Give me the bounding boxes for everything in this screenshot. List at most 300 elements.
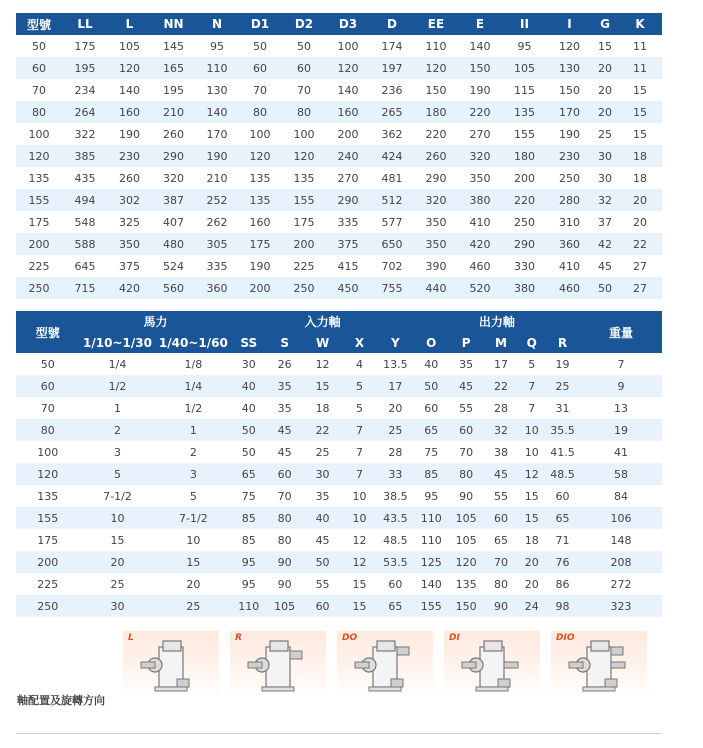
header-model: 型號 xyxy=(16,13,62,35)
table-cell: 15 xyxy=(633,127,647,141)
table-cell: 27 xyxy=(618,277,662,299)
table-cell: 50 xyxy=(32,39,46,53)
table-cell: 20 xyxy=(524,577,539,591)
header-n: N xyxy=(196,13,238,35)
table-cell: 135 xyxy=(249,171,271,185)
table-cell: 12 xyxy=(342,551,377,573)
table-cell: 50 xyxy=(231,419,266,441)
table-cell: 11 xyxy=(633,39,647,53)
table-cell: 755 xyxy=(370,277,414,299)
table-cell: 2 xyxy=(80,419,156,441)
header-q: Q xyxy=(518,332,545,353)
table-cell: 20 xyxy=(598,83,612,97)
diagram-label: DI xyxy=(449,633,460,643)
table-cell: 60 xyxy=(16,375,80,397)
table-cell: 12 xyxy=(518,463,545,485)
table-cell: 105 xyxy=(119,39,140,53)
table-cell: 220 xyxy=(458,101,502,123)
table-cell: 236 xyxy=(381,83,403,97)
diagram-label: R xyxy=(235,633,242,643)
divider xyxy=(16,733,662,734)
table-cell: 24 xyxy=(518,595,545,617)
header-i: I xyxy=(547,13,592,35)
table-cell: 48.5 xyxy=(545,463,580,485)
table-cell: 645 xyxy=(74,259,96,273)
table-cell: 155 xyxy=(16,189,62,211)
table-cell: 115 xyxy=(514,83,535,97)
table-cell: 5 xyxy=(355,401,363,415)
header-ratio-low: 1/10~1/30 xyxy=(80,332,156,353)
table-cell: 120 xyxy=(108,57,151,79)
table-cell: 200 xyxy=(514,171,535,185)
table-cell: 520 xyxy=(458,277,502,299)
table-cell: 174 xyxy=(381,39,403,53)
table-cell: 15 xyxy=(524,489,539,503)
table-cell: 70 xyxy=(297,83,311,97)
table-cell: 55 xyxy=(459,401,474,415)
table-cell: 330 xyxy=(514,259,535,273)
table-cell: 80 xyxy=(277,533,292,547)
table-cell: 200 xyxy=(16,551,80,573)
table-cell: 13.5 xyxy=(383,357,408,371)
dimension-row xyxy=(16,277,662,299)
header-input-shaft: 入力軸 xyxy=(231,311,413,332)
table-cell: 360 xyxy=(547,233,592,255)
table-cell: 95 xyxy=(424,489,439,503)
table-cell: 160 xyxy=(108,101,151,123)
table-cell: 210 xyxy=(206,171,228,185)
table-cell: 17 xyxy=(377,375,414,397)
power-row xyxy=(16,375,662,397)
table-cell: 702 xyxy=(381,259,403,273)
table-cell: 35 xyxy=(277,401,292,415)
table-cell: 20 xyxy=(518,551,545,573)
table-cell: 80 xyxy=(449,463,484,485)
table-cell: 20 xyxy=(186,577,201,591)
table-cell: 80 xyxy=(266,507,303,529)
table-cell: 262 xyxy=(206,215,228,229)
dimension-row xyxy=(16,233,662,255)
dimension-row xyxy=(16,145,662,167)
table-cell: 350 xyxy=(469,171,491,185)
dimension-row xyxy=(16,35,662,57)
diagram-label: DO xyxy=(342,633,358,643)
power-row xyxy=(16,551,662,573)
table-cell: 30 xyxy=(592,145,618,167)
table-cell: 95 xyxy=(210,39,224,53)
dimension-header-row xyxy=(16,13,662,35)
table-cell: 84 xyxy=(613,489,628,503)
table-cell: 90 xyxy=(277,577,292,591)
table-cell: 7 xyxy=(617,357,625,371)
table-cell: 2 xyxy=(189,445,197,459)
power-row xyxy=(16,397,662,419)
table-cell: 148 xyxy=(610,533,632,547)
shaft-arrangement-diagrams xyxy=(123,631,653,699)
table-cell: 125 xyxy=(414,551,449,573)
table-cell: 155 xyxy=(514,127,535,141)
power-header-row-1 xyxy=(16,311,662,332)
table-cell: 18 xyxy=(315,401,330,415)
table-cell: 375 xyxy=(119,259,140,273)
table-cell: 5 xyxy=(80,463,156,485)
table-cell: 18 xyxy=(618,145,662,167)
table-cell: 95 xyxy=(241,577,256,591)
table-cell: 50 xyxy=(297,39,311,53)
table-cell: 130 xyxy=(547,57,592,79)
table-cell: 12 xyxy=(352,533,367,547)
table-cell: 20 xyxy=(80,551,156,573)
dimension-row xyxy=(16,167,662,189)
table-cell: 30 xyxy=(241,357,256,371)
table-cell: 75 xyxy=(424,445,439,459)
table-cell: 80 xyxy=(493,577,508,591)
table-cell: 38 xyxy=(493,445,508,459)
table-cell: 155 xyxy=(16,507,80,529)
table-cell: 15 xyxy=(155,551,231,573)
dimension-table xyxy=(16,13,662,299)
table-cell: 25 xyxy=(110,577,125,591)
table-cell: 588 xyxy=(62,233,108,255)
table-cell: 75 xyxy=(241,489,256,503)
table-cell: 20 xyxy=(592,57,618,79)
table-cell: 95 xyxy=(517,39,532,53)
table-cell: 110 xyxy=(231,595,266,617)
table-cell: 548 xyxy=(74,215,96,229)
table-cell: 25 xyxy=(155,595,231,617)
table-cell: 7-1/2 xyxy=(103,489,132,503)
table-cell: 220 xyxy=(502,189,547,211)
table-cell: 80 xyxy=(238,101,282,123)
table-cell: 385 xyxy=(62,145,108,167)
table-cell: 5 xyxy=(189,489,197,503)
table-cell: 110 xyxy=(420,533,442,547)
table-cell: 100 xyxy=(28,127,50,141)
header-d1: D1 xyxy=(238,13,282,35)
table-cell: 105 xyxy=(502,57,547,79)
header-g: G xyxy=(592,13,618,35)
table-cell: 150 xyxy=(559,83,580,97)
table-cell: 80 xyxy=(16,101,62,123)
header-model: 型號 xyxy=(16,311,80,353)
table-cell: 362 xyxy=(381,127,403,141)
dimension-row xyxy=(16,255,662,277)
table-cell: 435 xyxy=(74,171,96,185)
table-cell: 250 xyxy=(16,277,62,299)
table-cell: 25 xyxy=(315,445,330,459)
table-cell: 25 xyxy=(598,127,612,141)
table-cell: 10 xyxy=(524,445,539,459)
table-cell: 1/4 xyxy=(155,375,231,397)
table-cell: 50 xyxy=(241,445,256,459)
table-cell: 481 xyxy=(381,171,403,185)
table-cell: 70 xyxy=(277,489,292,503)
table-cell: 70 xyxy=(40,401,55,415)
power-row xyxy=(16,353,662,375)
table-cell: 4 xyxy=(355,357,363,371)
table-cell: 45 xyxy=(484,463,519,485)
table-cell: 35 xyxy=(459,357,474,371)
table-cell: 10 xyxy=(186,533,201,547)
table-cell: 7 xyxy=(342,463,377,485)
header-ii: II xyxy=(502,13,547,35)
table-cell: 1/2 xyxy=(184,401,203,415)
diagram-dio xyxy=(551,631,647,699)
table-cell: 272 xyxy=(610,577,632,591)
table-cell: 22 xyxy=(303,419,342,441)
table-cell: 305 xyxy=(196,233,238,255)
table-cell: 110 xyxy=(425,39,447,53)
table-cell: 135 xyxy=(502,101,547,123)
table-cell: 13 xyxy=(613,401,628,415)
table-cell: 5 xyxy=(528,357,536,371)
table-cell: 225 xyxy=(28,259,50,273)
table-cell: 11 xyxy=(618,57,662,79)
table-cell: 250 xyxy=(559,171,580,185)
table-cell: 41.5 xyxy=(550,445,575,459)
table-cell: 65 xyxy=(493,533,508,547)
table-cell: 375 xyxy=(326,233,370,255)
table-cell: 120 xyxy=(326,57,370,79)
table-cell: 130 xyxy=(206,83,228,97)
table-cell: 70 xyxy=(459,445,474,459)
table-cell: 12 xyxy=(315,357,330,371)
table-cell: 26 xyxy=(277,357,292,371)
table-cell: 105 xyxy=(266,595,303,617)
table-cell: 320 xyxy=(414,189,458,211)
table-cell: 90 xyxy=(266,551,303,573)
table-cell: 50 xyxy=(40,357,55,371)
table-cell: 80 xyxy=(16,419,80,441)
table-cell: 120 xyxy=(414,57,458,79)
table-cell: 225 xyxy=(37,577,59,591)
table-cell: 265 xyxy=(370,101,414,123)
table-cell: 33 xyxy=(377,463,414,485)
table-cell: 155 xyxy=(414,595,449,617)
table-cell: 120 xyxy=(282,145,326,167)
table-cell: 60 xyxy=(282,57,326,79)
table-cell: 15 xyxy=(303,375,342,397)
power-shaft-table-body xyxy=(16,353,662,617)
table-cell: 20 xyxy=(592,101,618,123)
table-cell: 28 xyxy=(493,401,508,415)
table-cell: 140 xyxy=(196,101,238,123)
table-cell: 410 xyxy=(559,259,580,273)
table-cell: 335 xyxy=(206,259,228,273)
dimension-row xyxy=(16,57,662,79)
table-cell: 260 xyxy=(163,127,184,141)
table-cell: 494 xyxy=(62,189,108,211)
table-cell: 197 xyxy=(370,57,414,79)
table-cell: 424 xyxy=(370,145,414,167)
table-cell: 190 xyxy=(249,259,271,273)
table-cell: 180 xyxy=(502,145,547,167)
table-cell: 120 xyxy=(16,145,62,167)
diagram-r xyxy=(230,631,326,699)
table-cell: 135 xyxy=(28,171,50,185)
table-cell: 135 xyxy=(238,189,282,211)
dimension-table-body xyxy=(16,35,662,299)
table-cell: 135 xyxy=(293,171,315,185)
header-ee: EE xyxy=(414,13,458,35)
table-cell: 1/8 xyxy=(184,357,203,371)
table-cell: 120 xyxy=(238,145,282,167)
table-cell: 325 xyxy=(119,215,140,229)
table-cell: 650 xyxy=(370,233,414,255)
table-cell: 110 xyxy=(414,507,449,529)
table-cell: 420 xyxy=(458,233,502,255)
table-cell: 360 xyxy=(196,277,238,299)
header-x: X xyxy=(342,332,377,353)
table-cell: 310 xyxy=(559,215,580,229)
table-cell: 18 xyxy=(633,171,647,185)
diagram-di xyxy=(444,631,540,699)
table-cell: 387 xyxy=(151,189,196,211)
table-cell: 120 xyxy=(559,39,580,53)
table-cell: 55 xyxy=(493,489,508,503)
table-cell: 40 xyxy=(303,507,342,529)
table-cell: 70 xyxy=(32,83,46,97)
table-cell: 60 xyxy=(555,489,570,503)
table-cell: 7 xyxy=(342,419,377,441)
table-cell: 225 xyxy=(293,259,315,273)
table-cell: 45 xyxy=(266,419,303,441)
table-cell: 350 xyxy=(425,215,447,229)
table-cell: 38.5 xyxy=(383,489,408,503)
dimension-row xyxy=(16,189,662,211)
dimension-row xyxy=(16,79,662,101)
diagram-label: DIO xyxy=(556,633,575,643)
table-cell: 560 xyxy=(151,277,196,299)
table-cell: 50 xyxy=(253,39,267,53)
table-cell: 58 xyxy=(580,463,662,485)
dimension-row xyxy=(16,211,662,233)
table-cell: 10 xyxy=(518,419,545,441)
diagram-l xyxy=(123,631,219,699)
table-cell: 85 xyxy=(241,533,256,547)
header-k: K xyxy=(618,13,662,35)
table-cell: 60 xyxy=(238,57,282,79)
table-cell: 41 xyxy=(613,445,628,459)
table-cell: 15 xyxy=(352,577,367,591)
table-cell: 53.5 xyxy=(377,551,414,573)
table-cell: 264 xyxy=(62,101,108,123)
table-cell: 95 xyxy=(231,551,266,573)
table-cell: 48.5 xyxy=(383,533,408,547)
table-cell: 15 xyxy=(618,101,662,123)
diagram-do xyxy=(337,631,433,699)
table-cell: 715 xyxy=(62,277,108,299)
table-cell: 200 xyxy=(337,127,359,141)
table-cell: 175 xyxy=(74,39,96,53)
table-cell: 45 xyxy=(449,375,484,397)
gearbox-left-icon xyxy=(137,637,205,695)
header-m: M xyxy=(484,332,519,353)
table-cell: 7 xyxy=(355,445,363,459)
table-cell: 3 xyxy=(114,445,121,459)
table-cell: 302 xyxy=(108,189,151,211)
table-cell: 290 xyxy=(425,171,447,185)
table-cell: 71 xyxy=(555,533,570,547)
table-cell: 60 xyxy=(388,577,403,591)
table-cell: 55 xyxy=(315,577,330,591)
power-row xyxy=(16,595,662,617)
gearbox-double-input-icon xyxy=(458,637,526,695)
table-cell: 140 xyxy=(337,83,359,97)
table-cell: 32 xyxy=(484,419,519,441)
table-cell: 230 xyxy=(547,145,592,167)
table-cell: 150 xyxy=(449,595,484,617)
dimension-row xyxy=(16,101,662,123)
table-cell: 290 xyxy=(502,233,547,255)
table-cell: 5 xyxy=(342,375,377,397)
table-cell: 190 xyxy=(119,127,140,141)
table-cell: 140 xyxy=(420,577,442,591)
table-cell: 15 xyxy=(518,507,545,529)
table-cell: 1/2 xyxy=(80,375,156,397)
table-cell: 45 xyxy=(598,259,612,273)
table-cell: 60 xyxy=(266,463,303,485)
table-cell: 90 xyxy=(484,595,519,617)
table-cell: 50 xyxy=(303,551,342,573)
header-nn: NN xyxy=(151,13,196,35)
table-cell: 170 xyxy=(206,127,228,141)
header-s: S xyxy=(266,332,303,353)
table-cell: 70 xyxy=(484,551,519,573)
table-cell: 220 xyxy=(425,127,447,141)
table-cell: 85 xyxy=(414,463,449,485)
table-cell: 28 xyxy=(388,445,403,459)
table-cell: 60 xyxy=(449,419,484,441)
table-cell: 37 xyxy=(598,215,612,229)
table-cell: 19 xyxy=(555,357,570,371)
table-cell: 100 xyxy=(293,127,315,141)
table-cell: 252 xyxy=(196,189,238,211)
table-cell: 86 xyxy=(555,577,570,591)
table-cell: 40 xyxy=(424,357,439,371)
table-cell: 380 xyxy=(502,277,547,299)
table-cell: 25 xyxy=(377,419,414,441)
table-cell: 335 xyxy=(337,215,359,229)
table-cell: 240 xyxy=(326,145,370,167)
table-cell: 270 xyxy=(469,127,491,141)
table-cell: 155 xyxy=(282,189,326,211)
table-cell: 260 xyxy=(119,171,140,185)
header-l: L xyxy=(108,13,151,35)
table-cell: 190 xyxy=(196,145,238,167)
table-cell: 1 xyxy=(155,419,231,441)
table-cell: 7 xyxy=(528,401,536,415)
header-p: P xyxy=(449,332,484,353)
table-cell: 20 xyxy=(633,215,647,229)
table-cell: 35 xyxy=(266,375,303,397)
table-cell: 65 xyxy=(231,463,266,485)
table-cell: 250 xyxy=(514,215,535,229)
table-cell: 20 xyxy=(618,189,662,211)
table-cell: 60 xyxy=(424,401,439,415)
table-cell: 160 xyxy=(326,101,370,123)
table-cell: 9 xyxy=(580,375,662,397)
table-cell: 100 xyxy=(249,127,271,141)
table-cell: 35.5 xyxy=(545,419,580,441)
table-cell: 415 xyxy=(337,259,359,273)
table-cell: 322 xyxy=(74,127,96,141)
power-row xyxy=(16,441,662,463)
table-cell: 76 xyxy=(545,551,580,573)
table-cell: 460 xyxy=(547,277,592,299)
table-cell: 200 xyxy=(16,233,62,255)
table-cell: 3 xyxy=(155,463,231,485)
